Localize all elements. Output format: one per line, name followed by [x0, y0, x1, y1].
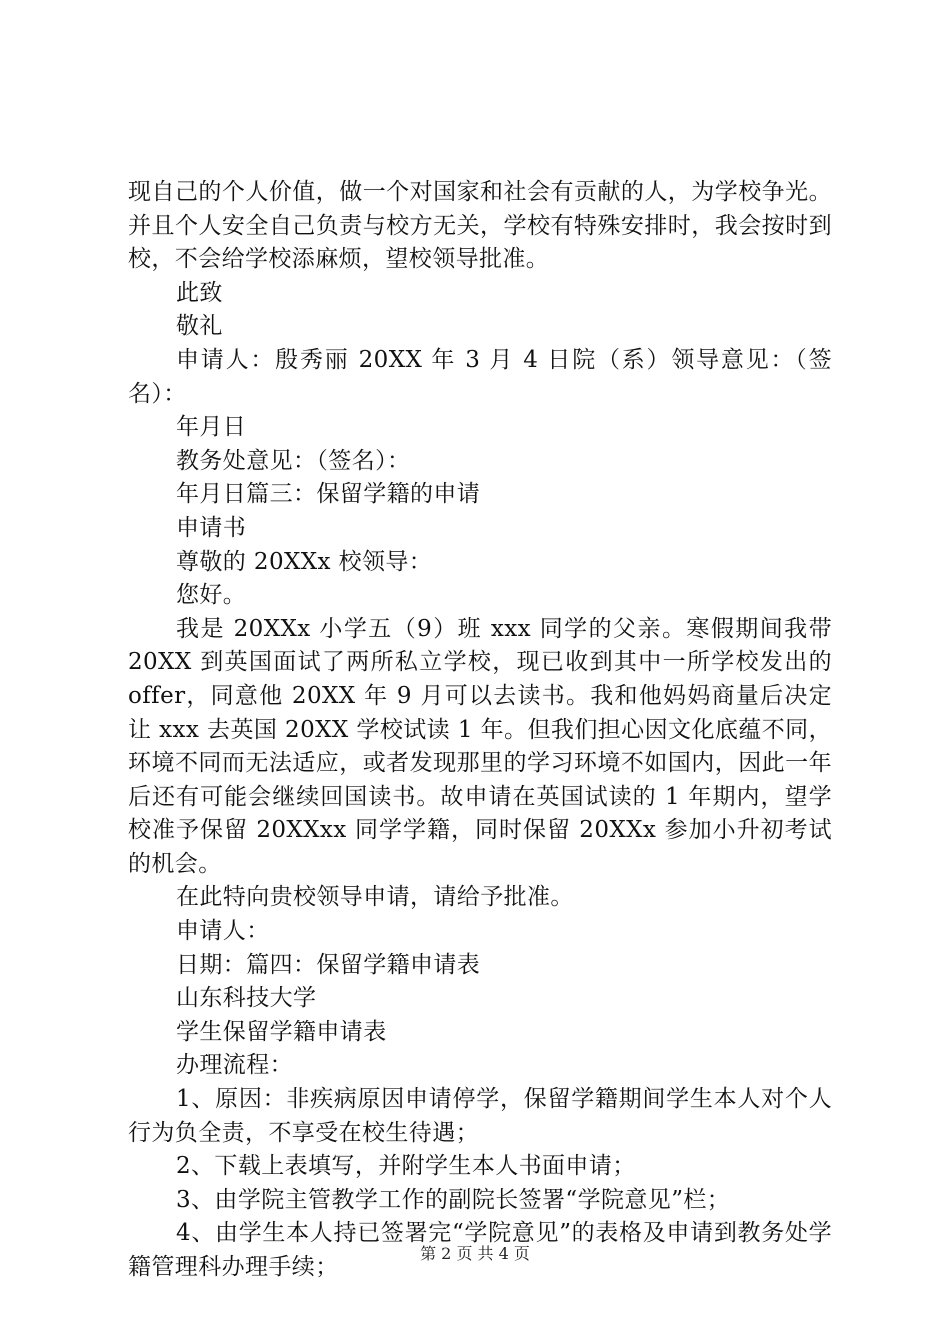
document-body — [128, 176, 832, 1285]
closing-jingli: 敬礼 — [176, 313, 223, 340]
application-title: 申请书 — [176, 514, 247, 541]
procedure-item-2: 2、下载上表填写，并附学生本人书面申请； — [176, 1153, 636, 1180]
applicant-signature-line: 申请人：殷秀丽 20XX 年 3 月 4 日院（系）领导意见：（签名）： — [128, 346, 832, 407]
closing-cizhi: 此致 — [176, 279, 223, 306]
procedure-item-3: 3、由学院主管教学工作的副院长签署“学院意见”栏； — [176, 1186, 731, 1213]
registrar-opinion-line: 教务处意见：（签名）： — [176, 447, 411, 474]
section-three-heading: 年月日篇三：保留学籍的申请 — [176, 481, 481, 508]
university-name: 山东科技大学 — [176, 985, 317, 1012]
greeting: 您好。 — [176, 582, 247, 609]
date-line: 年月日 — [176, 414, 247, 441]
procedure-heading: 办理流程： — [176, 1052, 293, 1079]
procedure-item-4: 4、由学生本人持已签署完“学院意见”的表格及申请到教务处学籍管理科办理手续； — [128, 1220, 832, 1280]
procedure-item-1: 1、原因：非疾病原因申请停学，保留学籍期间学生本人对个人行为负全责，不享受在校生待遇； — [128, 1086, 832, 1146]
salutation: 尊敬的 20XXx 校领导： — [176, 548, 433, 575]
request-line: 在此特向贵校领导申请，请给予批准。 — [176, 884, 574, 911]
body-paragraph: 我是 20XXx 小学五（9）班 xxx 同学的父亲。寒假期间我带 20XX 到英国面试了两所私立学校，现已收到其中一所学校发出的 offer，同意他 20XX 年 9 月可以去读书。我和他妈妈商量后决定让 xxx 去英国 20XX 学校试读 1 年。但我们担心因文化底蕴不同，环境不同而无法适应，或者发现那里的学习环境不如国内，因此一年后还有可能会继续回国读书。故申请在英国试读的 1 年期内，望学校准予保留 20XXxx 同学学籍，同时保留 20XXx 参加小升初考试的机会。 — [128, 615, 832, 877]
paragraph-continued: 现自己的个人价值，做一个对国家和社会有贡献的人，为学校争光。并且个人安全自己负责与校方无关，学校有特殊安排时，我会按时到校，不会给学校添麻烦，望校领导批准。 — [128, 179, 832, 273]
section-four-heading: 日期：篇四：保留学籍申请表 — [176, 951, 481, 978]
form-title: 学生保留学籍申请表 — [176, 1018, 387, 1045]
applicant-line: 申请人： — [176, 918, 270, 945]
page-number-footer: 第 2 页 共 4 页 — [420, 1244, 530, 1263]
